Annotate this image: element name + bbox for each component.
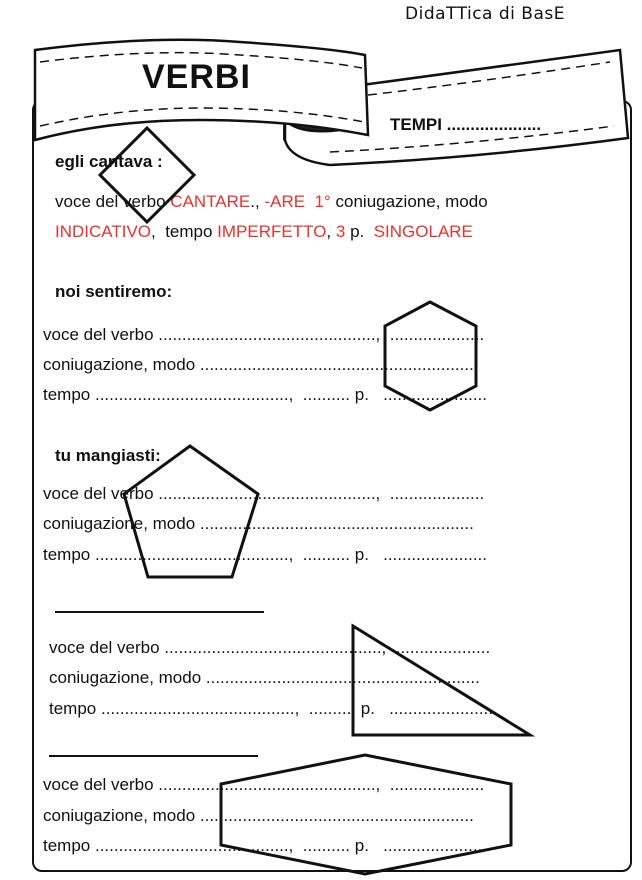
example-line-2: INDICATIVO, tempo IMPERFETTO, 3 p. SINGOLARE (55, 222, 473, 241)
exercise-3-line-2: coniugazione, modo .......................................................... (49, 668, 480, 687)
exercise-1-line-1: voce del verbo .............................................., .................... (43, 325, 485, 344)
example-title: egli cantava : (55, 152, 163, 171)
exercise-3-line-3: tempo ........................................., .......... p. ...................... (49, 699, 494, 718)
exercise-1-title: noi sentiremo: (55, 282, 173, 301)
brand-logo: DidaTTica di BasE (405, 4, 565, 24)
hexagon-shape (385, 302, 476, 410)
exercise-4-line-3: tempo ........................................., .......... p. ...................... (43, 836, 488, 855)
banner-title: VERBI (142, 58, 251, 96)
exercise-2-line-1: voce del verbo .............................................., .................... (43, 484, 485, 503)
diamond-shape (100, 128, 194, 222)
triangle-shape (353, 626, 530, 735)
exercise-2-line-3: tempo ........................................., .......... p. ...................... (43, 545, 488, 564)
exercise-2-line-2: coniugazione, modo .......................................................... (43, 514, 474, 533)
exercise-3-line-1: voce del verbo .............................................., .................... (49, 638, 491, 657)
exercise-4-line-1: voce del verbo .............................................., .................... (43, 775, 485, 794)
example-line-1: voce del verbo CANTARE., -ARE 1° coniugazione, modo (55, 192, 488, 211)
exercise-1-line-2: coniugazione, modo .......................................................... (43, 355, 474, 374)
banner-subtitle: TEMPI .................... (390, 115, 542, 134)
exercise-1-line-3: tempo ........................................., .......... p. ...................... (43, 385, 488, 404)
exercise-2-title: tu mangiasti: (55, 446, 161, 465)
exercise-4-line-2: coniugazione, modo .......................................................... (43, 806, 474, 825)
pentagon-shape (124, 446, 258, 577)
wide-hexagon-shape (221, 755, 511, 874)
